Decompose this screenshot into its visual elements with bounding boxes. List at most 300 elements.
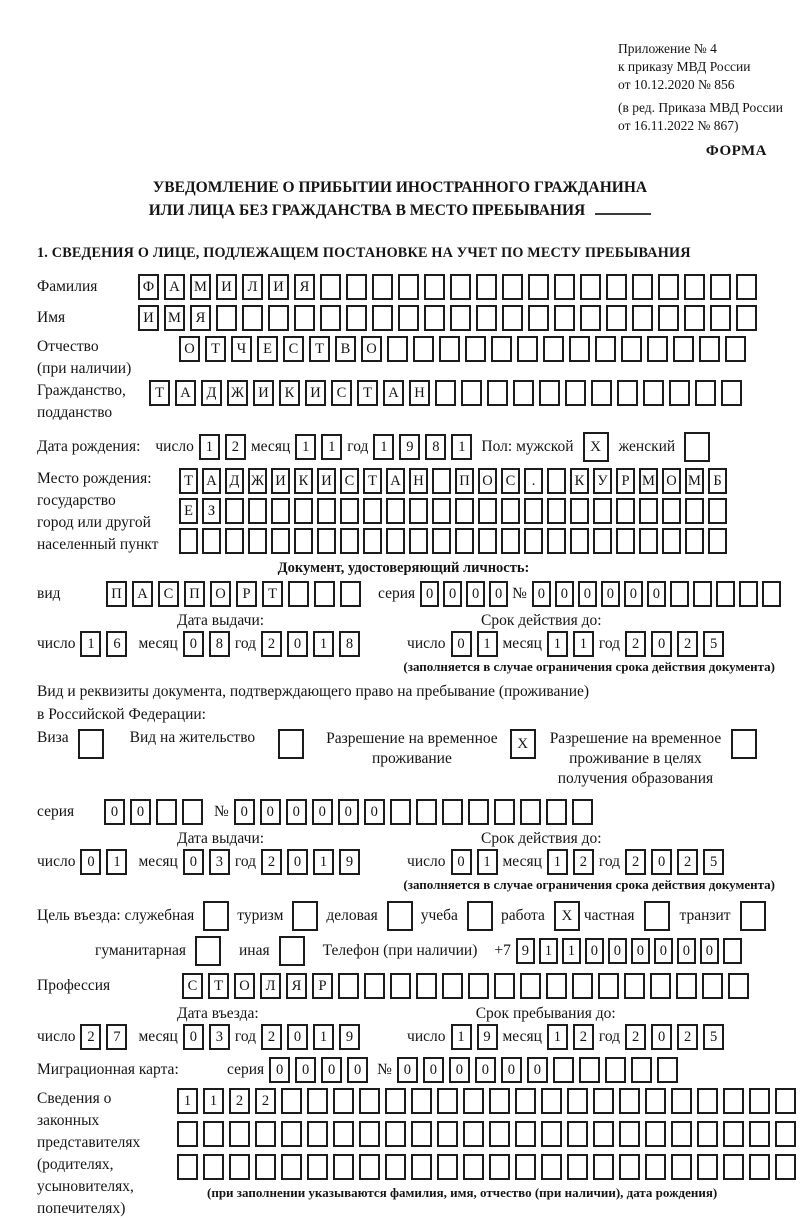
char-cell[interactable]: 0	[651, 849, 672, 875]
char-cell[interactable]: 5	[703, 1024, 724, 1050]
char-cell[interactable]: 2	[677, 1024, 698, 1050]
char-cell[interactable]: И	[253, 380, 274, 406]
char-cell[interactable]: И	[271, 468, 290, 494]
char-cell[interactable]	[489, 1088, 510, 1114]
char-cell[interactable]	[567, 1088, 588, 1114]
char-cell[interactable]	[685, 528, 704, 554]
char-cell[interactable]: Е	[179, 498, 198, 524]
char-cell[interactable]: 0	[286, 799, 307, 825]
char-cell[interactable]	[645, 1154, 666, 1180]
char-cell[interactable]: Т	[208, 973, 229, 999]
char-cell[interactable]: 8	[339, 631, 360, 657]
purpose-transit-checkbox[interactable]	[740, 901, 766, 931]
char-cell[interactable]: 0	[287, 849, 308, 875]
char-cell[interactable]: 9	[339, 849, 360, 875]
char-cell[interactable]: 0	[651, 631, 672, 657]
char-cell[interactable]: И	[305, 380, 326, 406]
char-cell[interactable]: 0	[475, 1057, 496, 1083]
char-cell[interactable]	[684, 274, 705, 300]
char-cell[interactable]: 1	[547, 1024, 568, 1050]
char-cell[interactable]: 2	[261, 1024, 282, 1050]
char-cell[interactable]: 1	[321, 434, 342, 460]
char-cell[interactable]	[411, 1154, 432, 1180]
char-cell[interactable]	[749, 1088, 770, 1114]
char-cell[interactable]	[491, 336, 512, 362]
residence-permit-checkbox[interactable]	[278, 729, 304, 759]
char-cell[interactable]	[437, 1088, 458, 1114]
char-cell[interactable]: 0	[295, 1057, 316, 1083]
char-cell[interactable]	[442, 799, 463, 825]
char-cell[interactable]: 2	[261, 631, 282, 657]
char-cell[interactable]	[554, 305, 575, 331]
char-cell[interactable]	[386, 528, 405, 554]
char-cell[interactable]	[281, 1088, 302, 1114]
char-cell[interactable]	[307, 1121, 328, 1147]
char-cell[interactable]: К	[279, 380, 300, 406]
char-cell[interactable]: 0	[183, 849, 204, 875]
char-cell[interactable]	[432, 528, 451, 554]
char-cell[interactable]	[593, 528, 612, 554]
char-cell[interactable]: А	[164, 274, 185, 300]
char-cell[interactable]: 0	[234, 799, 255, 825]
char-cell[interactable]	[657, 1057, 678, 1083]
char-cell[interactable]: 2	[625, 849, 646, 875]
char-cell[interactable]	[461, 380, 482, 406]
char-cell[interactable]: О	[361, 336, 382, 362]
char-cell[interactable]: 0	[420, 581, 439, 607]
char-cell[interactable]: 0	[654, 938, 673, 964]
char-cell[interactable]: 0	[466, 581, 485, 607]
char-cell[interactable]	[762, 581, 781, 607]
char-cell[interactable]	[736, 274, 757, 300]
char-cell[interactable]	[386, 498, 405, 524]
purpose-business-checkbox[interactable]	[387, 901, 413, 931]
char-cell[interactable]	[710, 274, 731, 300]
char-cell[interactable]: 6	[106, 631, 127, 657]
char-cell[interactable]: 0	[260, 799, 281, 825]
char-cell[interactable]	[546, 799, 567, 825]
char-cell[interactable]	[539, 380, 560, 406]
visa-checkbox[interactable]	[78, 729, 104, 759]
char-cell[interactable]	[513, 380, 534, 406]
char-cell[interactable]	[229, 1121, 250, 1147]
purpose-study-checkbox[interactable]	[467, 901, 493, 931]
char-cell[interactable]: 9	[399, 434, 420, 460]
char-cell[interactable]	[424, 305, 445, 331]
char-cell[interactable]: 9	[339, 1024, 360, 1050]
char-cell[interactable]	[255, 1154, 276, 1180]
char-cell[interactable]	[567, 1121, 588, 1147]
char-cell[interactable]	[340, 498, 359, 524]
char-cell[interactable]	[708, 528, 727, 554]
char-cell[interactable]: 0	[608, 938, 627, 964]
char-cell[interactable]: М	[190, 274, 211, 300]
char-cell[interactable]	[676, 973, 697, 999]
char-cell[interactable]: А	[386, 468, 405, 494]
char-cell[interactable]: Т	[357, 380, 378, 406]
char-cell[interactable]	[346, 274, 367, 300]
char-cell[interactable]	[517, 336, 538, 362]
char-cell[interactable]	[340, 528, 359, 554]
char-cell[interactable]	[359, 1121, 380, 1147]
char-cell[interactable]: 1	[547, 849, 568, 875]
char-cell[interactable]	[442, 973, 463, 999]
char-cell[interactable]	[288, 581, 309, 607]
char-cell[interactable]	[639, 498, 658, 524]
char-cell[interactable]	[606, 274, 627, 300]
study-residence-checkbox[interactable]	[731, 729, 757, 759]
char-cell[interactable]: 0	[631, 938, 650, 964]
char-cell[interactable]	[439, 336, 460, 362]
char-cell[interactable]: 2	[625, 1024, 646, 1050]
char-cell[interactable]	[639, 528, 658, 554]
char-cell[interactable]	[455, 498, 474, 524]
char-cell[interactable]	[248, 528, 267, 554]
char-cell[interactable]	[631, 1057, 652, 1083]
char-cell[interactable]: 1	[203, 1088, 224, 1114]
char-cell[interactable]	[515, 1154, 536, 1180]
char-cell[interactable]	[572, 973, 593, 999]
char-cell[interactable]: 0	[104, 799, 125, 825]
char-cell[interactable]: Д	[225, 468, 244, 494]
char-cell[interactable]	[697, 1088, 718, 1114]
char-cell[interactable]	[699, 336, 720, 362]
char-cell[interactable]: Р	[312, 973, 333, 999]
char-cell[interactable]: 1	[199, 434, 220, 460]
char-cell[interactable]	[364, 973, 385, 999]
char-cell[interactable]: Р	[616, 468, 635, 494]
char-cell[interactable]	[570, 498, 589, 524]
char-cell[interactable]	[520, 799, 541, 825]
char-cell[interactable]	[593, 498, 612, 524]
char-cell[interactable]: 2	[573, 1024, 594, 1050]
char-cell[interactable]: Т	[179, 468, 198, 494]
char-cell[interactable]	[502, 305, 523, 331]
char-cell[interactable]	[671, 1154, 692, 1180]
char-cell[interactable]	[248, 498, 267, 524]
char-cell[interactable]	[693, 581, 712, 607]
char-cell[interactable]	[671, 1121, 692, 1147]
char-cell[interactable]: 0	[532, 581, 551, 607]
char-cell[interactable]	[271, 528, 290, 554]
char-cell[interactable]: 1	[562, 938, 581, 964]
char-cell[interactable]: Ж	[248, 468, 267, 494]
char-cell[interactable]	[156, 799, 177, 825]
char-cell[interactable]	[398, 274, 419, 300]
char-cell[interactable]	[478, 498, 497, 524]
char-cell[interactable]: 0	[555, 581, 574, 607]
char-cell[interactable]: С	[182, 973, 203, 999]
char-cell[interactable]	[669, 380, 690, 406]
char-cell[interactable]	[685, 498, 704, 524]
char-cell[interactable]	[363, 528, 382, 554]
char-cell[interactable]: А	[202, 468, 221, 494]
char-cell[interactable]: 7	[106, 1024, 127, 1050]
char-cell[interactable]: А	[132, 581, 153, 607]
char-cell[interactable]: .	[524, 468, 543, 494]
male-checkbox[interactable]: X	[583, 432, 609, 462]
char-cell[interactable]: 0	[443, 581, 462, 607]
char-cell[interactable]	[658, 305, 679, 331]
char-cell[interactable]	[524, 528, 543, 554]
char-cell[interactable]	[281, 1121, 302, 1147]
char-cell[interactable]	[570, 528, 589, 554]
char-cell[interactable]	[739, 581, 758, 607]
char-cell[interactable]: С	[331, 380, 352, 406]
char-cell[interactable]	[478, 528, 497, 554]
char-cell[interactable]: 2	[261, 849, 282, 875]
char-cell[interactable]	[723, 1121, 744, 1147]
char-cell[interactable]: О	[662, 468, 681, 494]
char-cell[interactable]	[617, 380, 638, 406]
char-cell[interactable]	[225, 528, 244, 554]
char-cell[interactable]	[424, 274, 445, 300]
char-cell[interactable]: 1	[477, 849, 498, 875]
char-cell[interactable]	[455, 528, 474, 554]
char-cell[interactable]: 0	[287, 631, 308, 657]
char-cell[interactable]: Л	[260, 973, 281, 999]
char-cell[interactable]: А	[383, 380, 404, 406]
char-cell[interactable]	[333, 1154, 354, 1180]
char-cell[interactable]	[416, 973, 437, 999]
char-cell[interactable]	[632, 305, 653, 331]
char-cell[interactable]: А	[175, 380, 196, 406]
char-cell[interactable]: 0	[449, 1057, 470, 1083]
char-cell[interactable]: 0	[451, 849, 472, 875]
char-cell[interactable]	[502, 274, 523, 300]
char-cell[interactable]: 1	[451, 1024, 472, 1050]
char-cell[interactable]: 1	[313, 631, 334, 657]
char-cell[interactable]	[645, 1088, 666, 1114]
char-cell[interactable]	[487, 380, 508, 406]
char-cell[interactable]: 0	[130, 799, 151, 825]
purpose-tourism-checkbox[interactable]	[292, 901, 318, 931]
char-cell[interactable]: 0	[80, 849, 101, 875]
char-cell[interactable]	[294, 528, 313, 554]
char-cell[interactable]	[385, 1154, 406, 1180]
char-cell[interactable]: 2	[80, 1024, 101, 1050]
char-cell[interactable]	[569, 336, 590, 362]
char-cell[interactable]	[413, 336, 434, 362]
char-cell[interactable]	[281, 1154, 302, 1180]
char-cell[interactable]	[359, 1154, 380, 1180]
char-cell[interactable]: 0	[287, 1024, 308, 1050]
char-cell[interactable]: 0	[578, 581, 597, 607]
char-cell[interactable]	[268, 305, 289, 331]
char-cell[interactable]	[606, 305, 627, 331]
char-cell[interactable]	[177, 1154, 198, 1180]
char-cell[interactable]: 2	[255, 1088, 276, 1114]
char-cell[interactable]: 0	[647, 581, 666, 607]
char-cell[interactable]	[565, 380, 586, 406]
female-checkbox[interactable]	[684, 432, 710, 462]
char-cell[interactable]	[593, 1121, 614, 1147]
char-cell[interactable]	[524, 498, 543, 524]
char-cell[interactable]: 0	[347, 1057, 368, 1083]
char-cell[interactable]: И	[268, 274, 289, 300]
char-cell[interactable]: Я	[294, 274, 315, 300]
char-cell[interactable]: С	[501, 468, 520, 494]
char-cell[interactable]: 2	[677, 631, 698, 657]
char-cell[interactable]: 0	[489, 581, 508, 607]
char-cell[interactable]	[317, 528, 336, 554]
char-cell[interactable]	[697, 1154, 718, 1180]
char-cell[interactable]	[338, 973, 359, 999]
char-cell[interactable]	[710, 305, 731, 331]
char-cell[interactable]	[372, 305, 393, 331]
char-cell[interactable]	[543, 336, 564, 362]
char-cell[interactable]	[554, 274, 575, 300]
char-cell[interactable]	[468, 973, 489, 999]
char-cell[interactable]	[372, 274, 393, 300]
char-cell[interactable]	[547, 468, 566, 494]
char-cell[interactable]: Л	[242, 274, 263, 300]
char-cell[interactable]	[416, 799, 437, 825]
char-cell[interactable]: 1	[313, 1024, 334, 1050]
char-cell[interactable]: 9	[516, 938, 535, 964]
char-cell[interactable]: 2	[225, 434, 246, 460]
char-cell[interactable]: 0	[364, 799, 385, 825]
char-cell[interactable]	[385, 1088, 406, 1114]
char-cell[interactable]: С	[340, 468, 359, 494]
char-cell[interactable]: 0	[677, 938, 696, 964]
char-cell[interactable]	[333, 1121, 354, 1147]
char-cell[interactable]	[723, 938, 742, 964]
char-cell[interactable]	[411, 1088, 432, 1114]
char-cell[interactable]	[437, 1121, 458, 1147]
char-cell[interactable]: Б	[708, 468, 727, 494]
char-cell[interactable]	[320, 305, 341, 331]
char-cell[interactable]	[294, 305, 315, 331]
char-cell[interactable]: 0	[397, 1057, 418, 1083]
char-cell[interactable]: 0	[183, 1024, 204, 1050]
char-cell[interactable]	[619, 1088, 640, 1114]
char-cell[interactable]: 0	[501, 1057, 522, 1083]
char-cell[interactable]	[363, 498, 382, 524]
char-cell[interactable]: 8	[425, 434, 446, 460]
char-cell[interactable]	[385, 1121, 406, 1147]
char-cell[interactable]	[619, 1121, 640, 1147]
char-cell[interactable]	[650, 973, 671, 999]
char-cell[interactable]	[721, 380, 742, 406]
char-cell[interactable]	[314, 581, 335, 607]
char-cell[interactable]	[294, 498, 313, 524]
char-cell[interactable]	[437, 1154, 458, 1180]
char-cell[interactable]	[547, 498, 566, 524]
char-cell[interactable]	[580, 274, 601, 300]
char-cell[interactable]	[579, 1057, 600, 1083]
char-cell[interactable]	[541, 1088, 562, 1114]
char-cell[interactable]: Т	[262, 581, 283, 607]
char-cell[interactable]: 0	[601, 581, 620, 607]
char-cell[interactable]: 1	[106, 849, 127, 875]
char-cell[interactable]	[390, 973, 411, 999]
char-cell[interactable]	[621, 336, 642, 362]
char-cell[interactable]	[723, 1088, 744, 1114]
char-cell[interactable]	[307, 1088, 328, 1114]
char-cell[interactable]: Р	[236, 581, 257, 607]
char-cell[interactable]: 0	[700, 938, 719, 964]
char-cell[interactable]: П	[455, 468, 474, 494]
char-cell[interactable]: Т	[149, 380, 170, 406]
char-cell[interactable]: 8	[209, 631, 230, 657]
char-cell[interactable]	[616, 528, 635, 554]
char-cell[interactable]	[465, 336, 486, 362]
char-cell[interactable]	[216, 305, 237, 331]
char-cell[interactable]: 0	[624, 581, 643, 607]
char-cell[interactable]: Н	[409, 380, 430, 406]
char-cell[interactable]	[463, 1154, 484, 1180]
char-cell[interactable]	[409, 498, 428, 524]
char-cell[interactable]	[716, 581, 735, 607]
char-cell[interactable]: 0	[183, 631, 204, 657]
char-cell[interactable]	[684, 305, 705, 331]
char-cell[interactable]: 0	[338, 799, 359, 825]
char-cell[interactable]	[340, 581, 361, 607]
char-cell[interactable]: 2	[573, 849, 594, 875]
char-cell[interactable]	[749, 1154, 770, 1180]
char-cell[interactable]	[203, 1154, 224, 1180]
char-cell[interactable]	[242, 305, 263, 331]
char-cell[interactable]: 1	[539, 938, 558, 964]
char-cell[interactable]	[593, 1154, 614, 1180]
char-cell[interactable]	[489, 1121, 510, 1147]
char-cell[interactable]	[616, 498, 635, 524]
char-cell[interactable]: 1	[373, 434, 394, 460]
purpose-private-checkbox[interactable]	[644, 901, 670, 931]
char-cell[interactable]: Д	[201, 380, 222, 406]
char-cell[interactable]: 1	[573, 631, 594, 657]
char-cell[interactable]: Я	[190, 305, 211, 331]
char-cell[interactable]: 1	[313, 849, 334, 875]
char-cell[interactable]	[547, 528, 566, 554]
char-cell[interactable]	[670, 581, 689, 607]
char-cell[interactable]	[736, 305, 757, 331]
char-cell[interactable]	[317, 498, 336, 524]
char-cell[interactable]	[723, 1154, 744, 1180]
temporary-residence-checkbox[interactable]: X	[510, 729, 536, 759]
char-cell[interactable]	[225, 498, 244, 524]
char-cell[interactable]	[567, 1154, 588, 1180]
char-cell[interactable]: 2	[229, 1088, 250, 1114]
char-cell[interactable]	[749, 1121, 770, 1147]
char-cell[interactable]: О	[210, 581, 231, 607]
char-cell[interactable]: 5	[703, 849, 724, 875]
char-cell[interactable]	[203, 1121, 224, 1147]
char-cell[interactable]	[501, 528, 520, 554]
char-cell[interactable]	[202, 528, 221, 554]
char-cell[interactable]: 1	[295, 434, 316, 460]
char-cell[interactable]: 1	[177, 1088, 198, 1114]
char-cell[interactable]: Я	[286, 973, 307, 999]
char-cell[interactable]: 0	[651, 1024, 672, 1050]
char-cell[interactable]: Т	[363, 468, 382, 494]
char-cell[interactable]: П	[106, 581, 127, 607]
char-cell[interactable]	[673, 336, 694, 362]
char-cell[interactable]	[515, 1121, 536, 1147]
char-cell[interactable]: С	[283, 336, 304, 362]
char-cell[interactable]: У	[593, 468, 612, 494]
char-cell[interactable]	[647, 336, 668, 362]
char-cell[interactable]	[702, 973, 723, 999]
char-cell[interactable]	[619, 1154, 640, 1180]
char-cell[interactable]: О	[478, 468, 497, 494]
char-cell[interactable]: И	[216, 274, 237, 300]
char-cell[interactable]	[598, 973, 619, 999]
char-cell[interactable]	[595, 336, 616, 362]
char-cell[interactable]	[775, 1088, 796, 1114]
char-cell[interactable]: Ч	[231, 336, 252, 362]
